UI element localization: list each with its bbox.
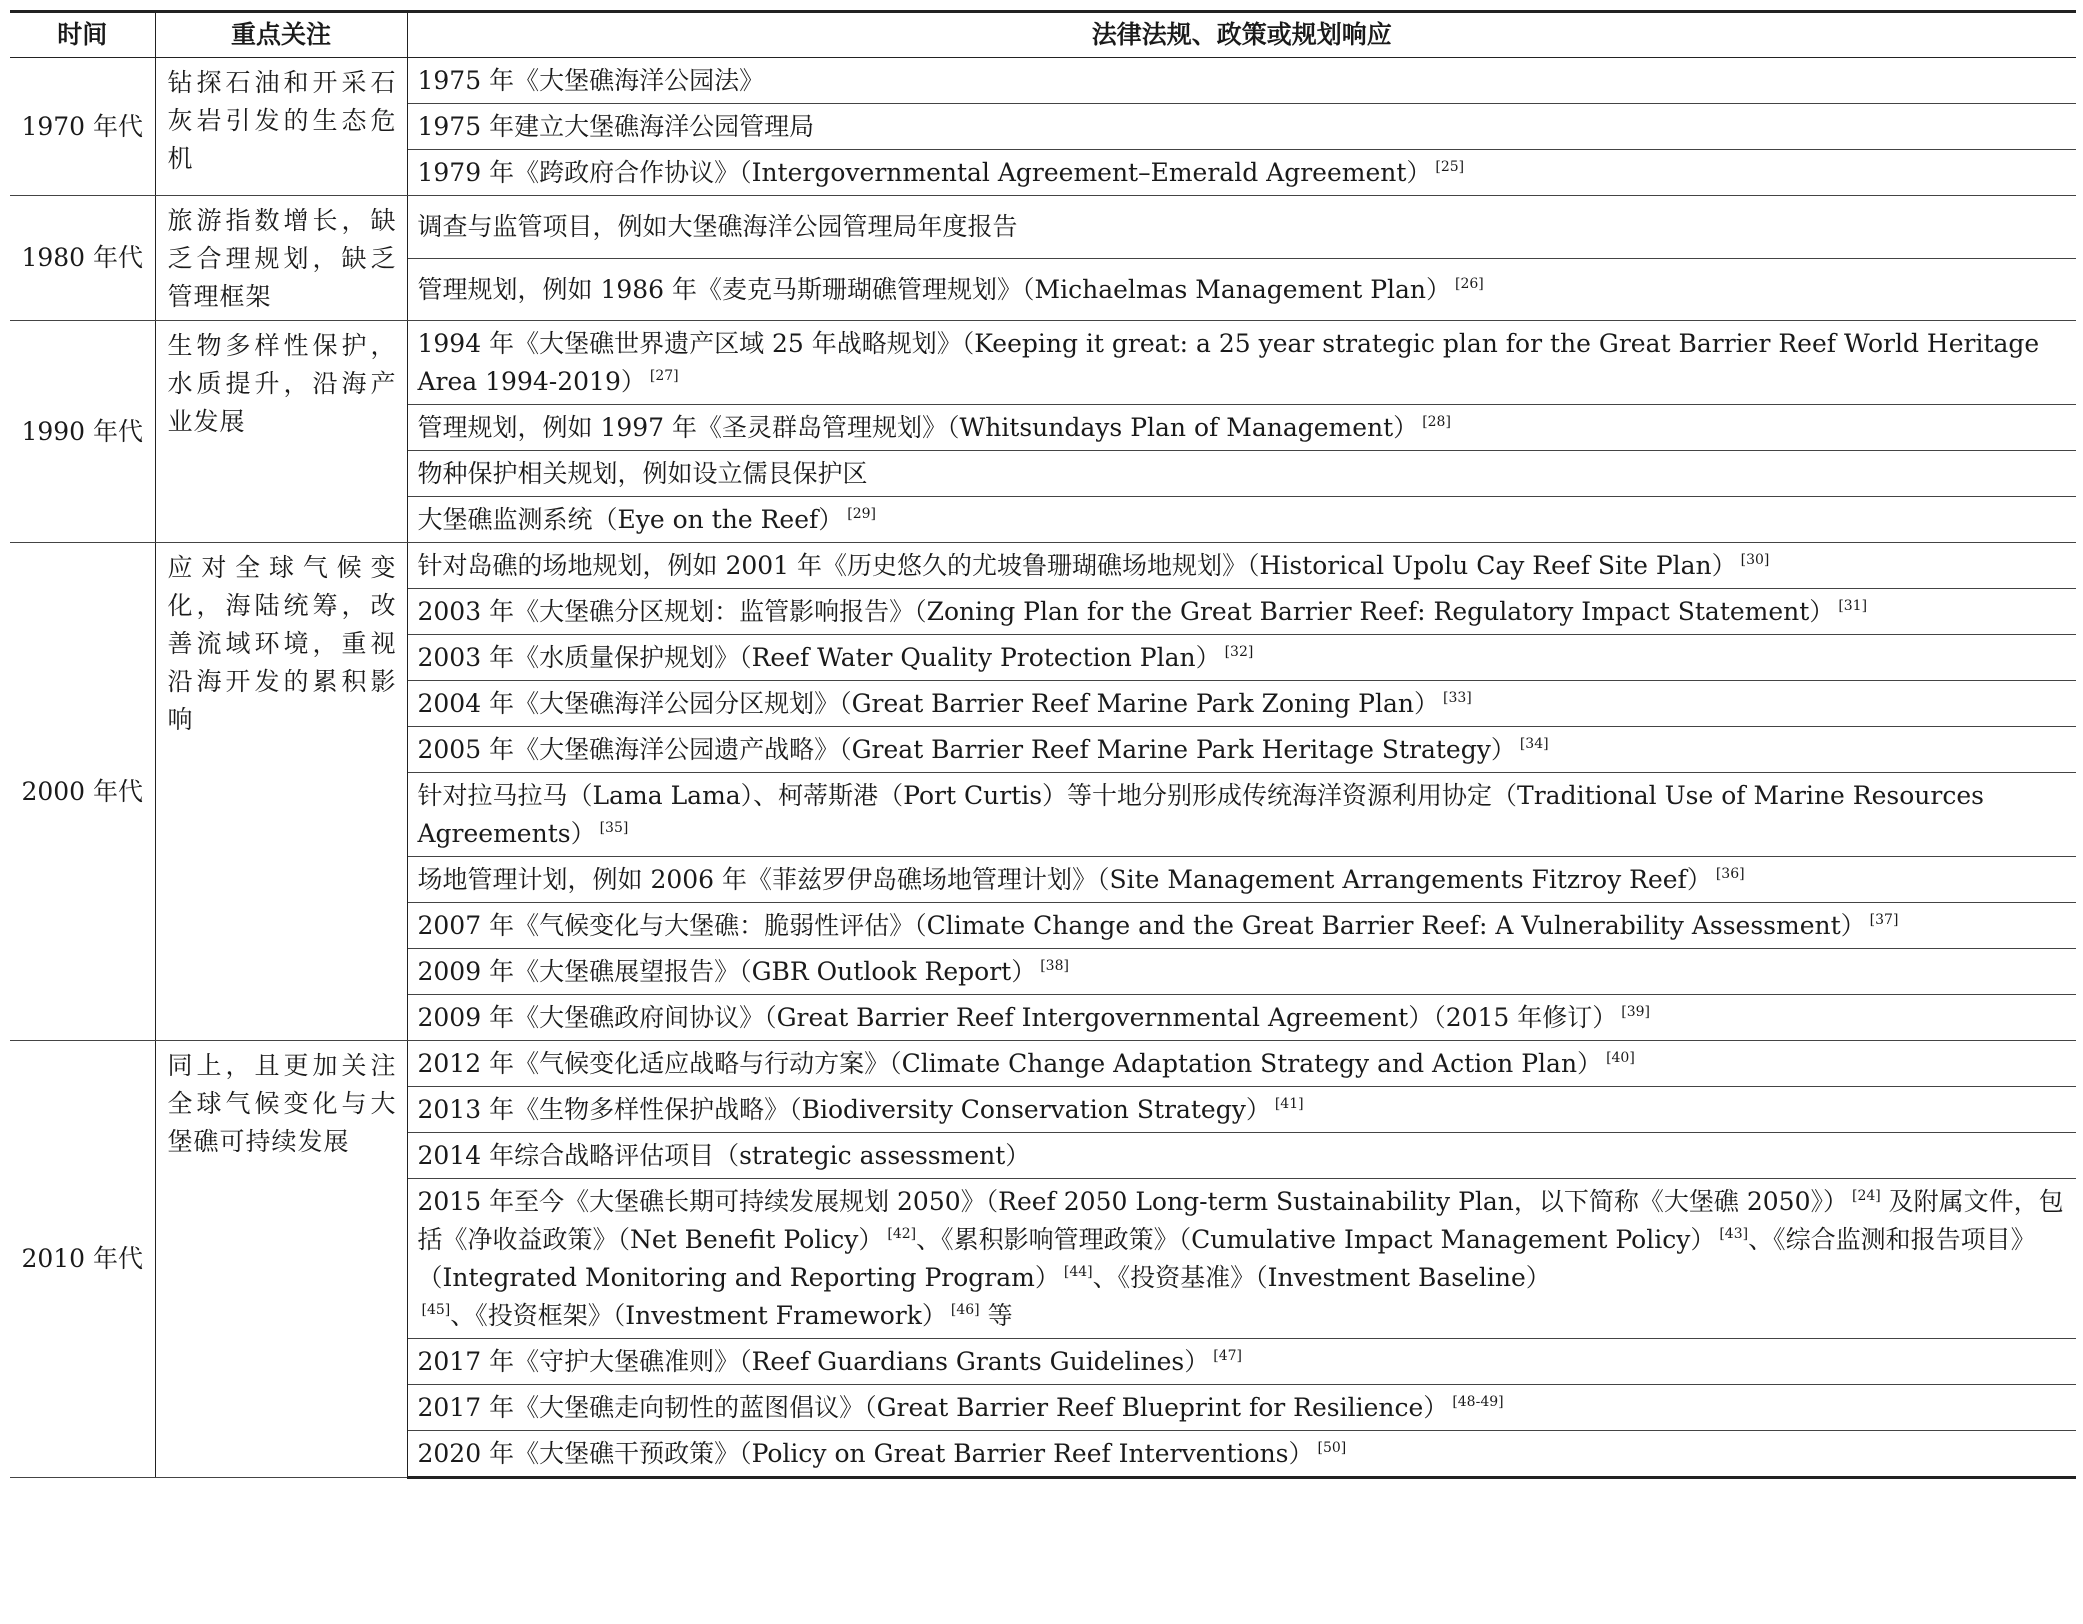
response-cell <box>407 903 2076 949</box>
header-era: 时间 <box>10 12 155 58</box>
response-text: 2015 年至今《大堡礁长期可持续发展规划 2050》（Reef 2050 Long-term Sustainability Plan，以下简称《大堡礁 2050》） <box>417 1187 1848 1216</box>
response-cell <box>407 1133 2076 1179</box>
citation-ref: [34] <box>1519 736 1549 752</box>
response-text: 、《综合监测和报告项目》（Integrated Monitoring and Reporting Program） <box>417 1225 2036 1292</box>
citation-ref: [30] <box>1740 552 1770 568</box>
citation-ref: [50] <box>1317 1440 1347 1456</box>
response-cell <box>407 321 2076 405</box>
response-text: 、《投资框架》（Investment Framework） <box>450 1301 947 1330</box>
citation-ref: [44] <box>1063 1264 1093 1280</box>
response-text: 、《投资基准》（Investment Baseline） <box>1092 1263 1551 1292</box>
citation-ref: [27] <box>649 368 679 384</box>
citation-ref: [24] <box>1851 1188 1881 1204</box>
response-cell <box>407 1041 2076 1087</box>
response-text: 2009 年《大堡礁展望报告》（GBR Outlook Report） <box>417 957 1037 986</box>
response-text: 场地管理计划，例如 2006 年《菲兹罗伊岛礁场地管理计划》（Site Management Arrangements Fitzroy Reef） <box>417 865 1712 894</box>
response-text: 管理规划，例如 1997 年《圣灵群岛管理规划》（Whitsundays Plan of Management） <box>417 413 1419 442</box>
response-text: 等 <box>979 1301 1013 1330</box>
response-cell <box>407 497 2076 543</box>
citation-ref: [33] <box>1443 690 1472 706</box>
table-header <box>10 12 2076 58</box>
citation-ref: [35] <box>599 820 629 836</box>
response-text: 2003 年《大堡礁分区规划：监管影响报告》（Zoning Plan for the Great Barrier Reef: Regulatory Impact Statement） <box>417 597 1835 626</box>
header-row <box>10 12 2076 58</box>
response-text: 1994 年《大堡礁世界遗产区域 25 年战略规划》（Keeping it great: a 25 year strategic plan for the Great Barrier Reef World Heritage Area 1994-2019） <box>417 329 2040 396</box>
policy-table-container <box>10 10 2076 1479</box>
response-text: 1979 年《跨政府合作协议》（Intergovernmental Agreement–Emerald Agreement） <box>417 158 1432 187</box>
focus-cell: 钻探石油和开采石灰岩引发的生态危机 <box>155 58 407 196</box>
response-cell <box>407 995 2076 1041</box>
header-focus: 重点关注 <box>155 12 407 58</box>
response-cell <box>407 405 2076 451</box>
table-row <box>10 321 2076 405</box>
focus-cell: 应对全球气候变化，海陆统筹，改善流域环境，重视沿海开发的累积影响 <box>155 543 407 1041</box>
era-cell: 2000 年代 <box>10 543 155 1041</box>
response-text: 2020 年《大堡礁干预政策》（Policy on Great Barrier Reef Interventions） <box>417 1439 1314 1468</box>
citation-ref: [42] <box>887 1226 917 1242</box>
response-cell <box>407 196 2076 259</box>
response-text: 及附属文件，包括《净收益政策》（Net Benefit Policy） <box>417 1187 2064 1254</box>
citation-ref: [46] <box>950 1302 980 1318</box>
response-cell <box>407 681 2076 727</box>
citation-ref: [38] <box>1040 958 1069 974</box>
response-text: 2005 年《大堡礁海洋公园遗产战略》（Great Barrier Reef Marine Park Heritage Strategy） <box>417 735 1516 764</box>
policy-response-table <box>10 10 2076 1479</box>
response-text: 物种保护相关规划，例如设立儒艮保护区 <box>417 459 868 488</box>
response-text: 1975 年《大堡礁海洋公园法》 <box>417 66 765 95</box>
response-cell <box>407 1431 2076 1478</box>
response-text: 2017 年《大堡礁走向韧性的蓝图倡议》（Great Barrier Reef Blueprint for Resilience） <box>417 1393 1449 1422</box>
response-cell <box>407 635 2076 681</box>
response-text: 管理规划，例如 1986 年《麦克马斯珊瑚礁管理规划》（Michaelmas Management Plan） <box>417 274 1452 304</box>
response-text: 针对岛礁的场地规划，例如 2001 年《历史悠久的尤坡鲁珊瑚礁场地规划》（Historical Upolu Cay Reef Site Plan） <box>417 551 1737 580</box>
focus-cell: 同上，且更加关注全球气候变化与大堡礁可持续发展 <box>155 1041 407 1478</box>
era-cell: 1970 年代 <box>10 58 155 196</box>
response-cell <box>407 258 2076 321</box>
citation-ref: [28] <box>1422 414 1451 430</box>
table-row <box>10 543 2076 589</box>
response-text: 2017 年《守护大堡礁准则》（Reef Guardians Grants Guidelines） <box>417 1347 1210 1376</box>
table-row <box>10 1041 2076 1087</box>
response-cell <box>407 543 2076 589</box>
table-row <box>10 58 2076 104</box>
response-cell <box>407 451 2076 497</box>
response-cell <box>407 857 2076 903</box>
citation-ref: [48-49] <box>1452 1394 1504 1410</box>
response-cell <box>407 104 2076 150</box>
response-cell <box>407 1179 2076 1339</box>
response-text: 、《累积影响管理政策》（Cumulative Impact Management Policy） <box>916 1225 1716 1254</box>
citation-ref: [32] <box>1224 644 1254 660</box>
citation-ref: [25] <box>1435 159 1465 175</box>
response-text: 2009 年《大堡礁政府间协议》（Great Barrier Reef Intergovernmental Agreement）（2015 年修订） <box>417 1003 1618 1032</box>
response-text: 调查与监管项目，例如大堡礁海洋公园管理局年度报告 <box>417 212 1018 242</box>
response-text: 1975 年建立大堡礁海洋公园管理局 <box>417 112 815 141</box>
response-cell <box>407 773 2076 857</box>
response-text: 2014 年综合战略评估项目（strategic assessment） <box>417 1141 1031 1170</box>
response-cell <box>407 150 2076 196</box>
response-text: 针对拉马拉马（Lama Lama）、柯蒂斯港（Port Curtis）等十地分别形成传统海洋资源利用协定（Traditional Use of Marine Resources Agreements） <box>417 781 1984 848</box>
era-cell: 2010 年代 <box>10 1041 155 1478</box>
response-text: 大堡礁监测系统（Eye on the Reef） <box>417 505 844 534</box>
era-cell: 1990 年代 <box>10 321 155 543</box>
response-text: 2003 年《水质量保护规划》（Reef Water Quality Protection Plan） <box>417 643 1221 672</box>
response-text: 2012 年《气候变化适应战略与行动方案》（Climate Change Adaptation Strategy and Action Plan） <box>417 1049 1603 1078</box>
response-cell <box>407 1087 2076 1133</box>
citation-ref: [47] <box>1213 1348 1242 1364</box>
focus-cell: 生物多样性保护，水质提升，沿海产业发展 <box>155 321 407 543</box>
response-text: 2013 年《生物多样性保护战略》（Biodiversity Conservation Strategy） <box>417 1095 1271 1124</box>
response-cell <box>407 727 2076 773</box>
citation-ref: [29] <box>847 506 877 522</box>
citation-ref: [37] <box>1869 912 1899 928</box>
response-cell <box>407 58 2076 104</box>
header-response: 法律法规、政策或规划响应 <box>407 12 2076 58</box>
citation-ref: [39] <box>1621 1004 1651 1020</box>
response-cell <box>407 1385 2076 1431</box>
citation-ref: [26] <box>1455 275 1484 292</box>
era-cell: 1980 年代 <box>10 196 155 321</box>
response-cell <box>407 949 2076 995</box>
table-body <box>10 58 2076 1478</box>
citation-ref: [40] <box>1606 1050 1635 1066</box>
citation-ref: [45] <box>421 1302 451 1318</box>
citation-ref: [36] <box>1715 866 1745 882</box>
response-text: 2004 年《大堡礁海洋公园分区规划》（Great Barrier Reef Marine Park Zoning Plan） <box>417 689 1439 718</box>
response-cell <box>407 589 2076 635</box>
response-text: 2007 年《气候变化与大堡礁：脆弱性评估》（Climate Change and the Great Barrier Reef: A Vulnerability Assessment） <box>417 911 1866 940</box>
table-row <box>10 196 2076 259</box>
response-cell <box>407 1339 2076 1385</box>
citation-ref: [41] <box>1274 1096 1304 1112</box>
focus-cell: 旅游指数增长，缺乏合理规划，缺乏管理框架 <box>155 196 407 321</box>
citation-ref: [43] <box>1719 1226 1749 1242</box>
citation-ref: [31] <box>1838 598 1868 614</box>
